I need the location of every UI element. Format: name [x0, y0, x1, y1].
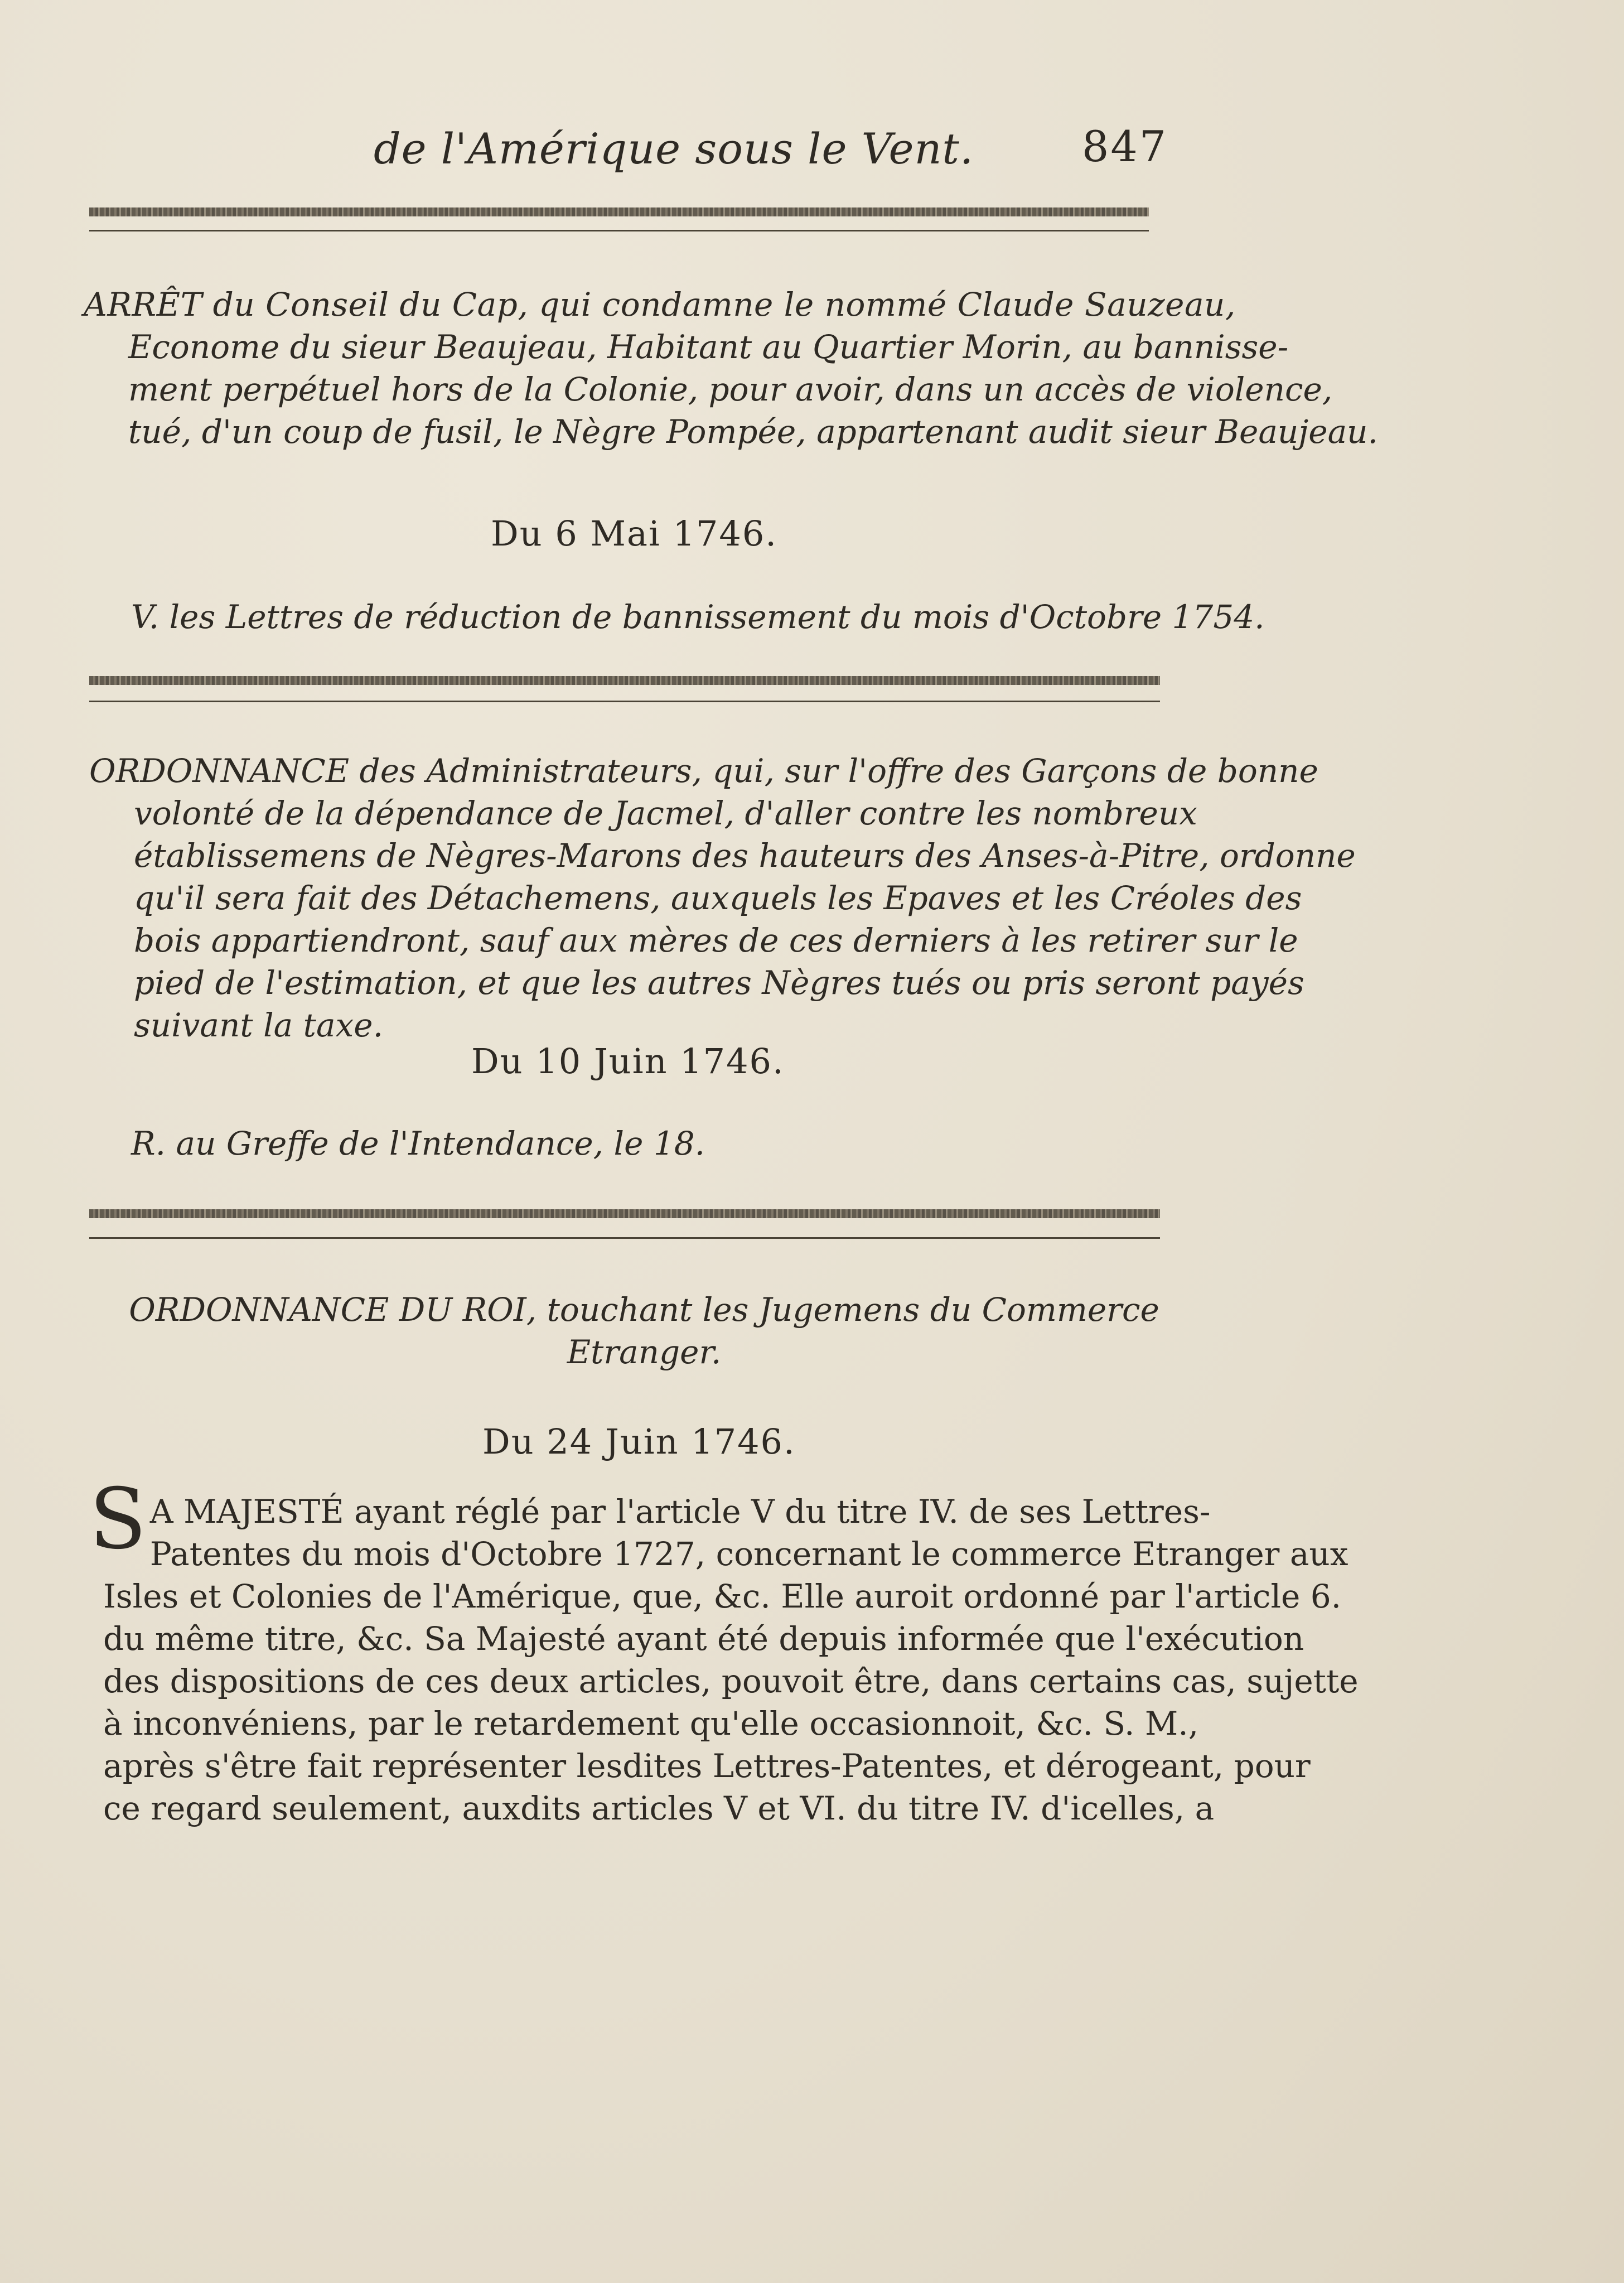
arret-heading — [84, 283, 1378, 453]
text-line: bois appartiendront, sauf aux mères de ces derniers à les retirer sur le — [134, 921, 1298, 959]
text-line: Isles et Colonies de l'Amérique, que, &c. Elle auroit ordonné par l'article 6. — [103, 1577, 1342, 1615]
text-line: tué, d'un coup de fusil, le Nègre Pompée, appartenant audit sieur Beaujeau. — [128, 413, 1378, 451]
text-line: du même titre, &c. Sa Majesté ayant été depuis informée que l'exécution — [103, 1620, 1304, 1658]
text-line: pied de l'estimation, et que les autres Nègres tués ou pris seront payés — [134, 964, 1304, 1002]
ordonnance-body — [89, 1471, 1359, 1830]
drop-cap: S — [89, 1471, 147, 1568]
reference-note — [131, 1122, 705, 1165]
date-line: Du 24 Juin 1746. — [482, 1421, 796, 1462]
text-line-rest: A MAJESTÉ ayant réglé par l'article V du titre IV. de ses Lettres- — [149, 1493, 1211, 1531]
text-line: ORDONNANCE DU ROI, touchant les Jugemens du Commerce — [129, 1291, 1159, 1329]
text-line: V. les Lettres de réduction de bannissement du mois d'Octobre 1754. — [131, 598, 1265, 636]
text-line: ARRÊT du Conseil du Cap, qui condamne le nommé Claude Sauzeau, — [84, 286, 1236, 324]
rule-line — [89, 701, 1160, 702]
text-line: après s'être fait représenter lesdites Lettres-Patentes, et dérogeant, pour — [103, 1747, 1311, 1785]
text-line: Patentes du mois d'Octobre 1727, concernant le commerce Etranger aux — [149, 1535, 1348, 1573]
ordonnance-heading — [89, 750, 1356, 1046]
date-line: Du 10 Juin 1746. — [471, 1041, 785, 1082]
text-line: qu'il sera fait des Détachemens, auxquels les Epaves et les Créoles des — [134, 879, 1302, 917]
text-line: des dispositions de ces deux articles, pouvoit être, dans certains cas, sujette — [103, 1662, 1359, 1700]
reference-note — [131, 596, 1265, 638]
text-line: suivant la taxe. — [134, 1006, 384, 1044]
text-line: R. au Greffe de l'Intendance, le 18. — [131, 1124, 705, 1162]
date-line: Du 6 Mai 1746. — [491, 513, 777, 554]
ornamental-rule — [89, 676, 1160, 685]
text-line: Etranger. — [567, 1333, 722, 1371]
text-line: à inconvéniens, par le retardement qu'elle occasionnoit, &c. S. M., — [103, 1705, 1199, 1743]
running-head: de l'Amérique sous le Vent. — [374, 124, 974, 173]
page-number: 847 — [1082, 122, 1168, 171]
text-line: ment perpétuel hors de la Colonie, pour avoir, dans un accès de violence, — [128, 370, 1333, 408]
ornamental-rule — [89, 1209, 1160, 1218]
text-line: établissemens de Nègres-Marons des hauteurs des Anses-à-Pitre, ordonne — [134, 837, 1356, 875]
ornamental-rule — [89, 207, 1149, 216]
rule-line — [89, 1237, 1160, 1239]
rule-line — [89, 230, 1149, 231]
ordonnance-du-roi-title — [117, 1288, 1171, 1373]
text-line: ORDONNANCE des Administrateurs, qui, sur l'offre des Garçons de bonne — [89, 752, 1318, 790]
text-line: Econome du sieur Beaujeau, Habitant au Quartier Morin, au bannisse- — [128, 328, 1289, 366]
text-line: ce regard seulement, auxdits articles V et VI. du titre IV. d'icelles, a — [103, 1789, 1215, 1827]
text-line: volonté de la dépendance de Jacmel, d'aller contre les nombreux — [134, 794, 1197, 832]
